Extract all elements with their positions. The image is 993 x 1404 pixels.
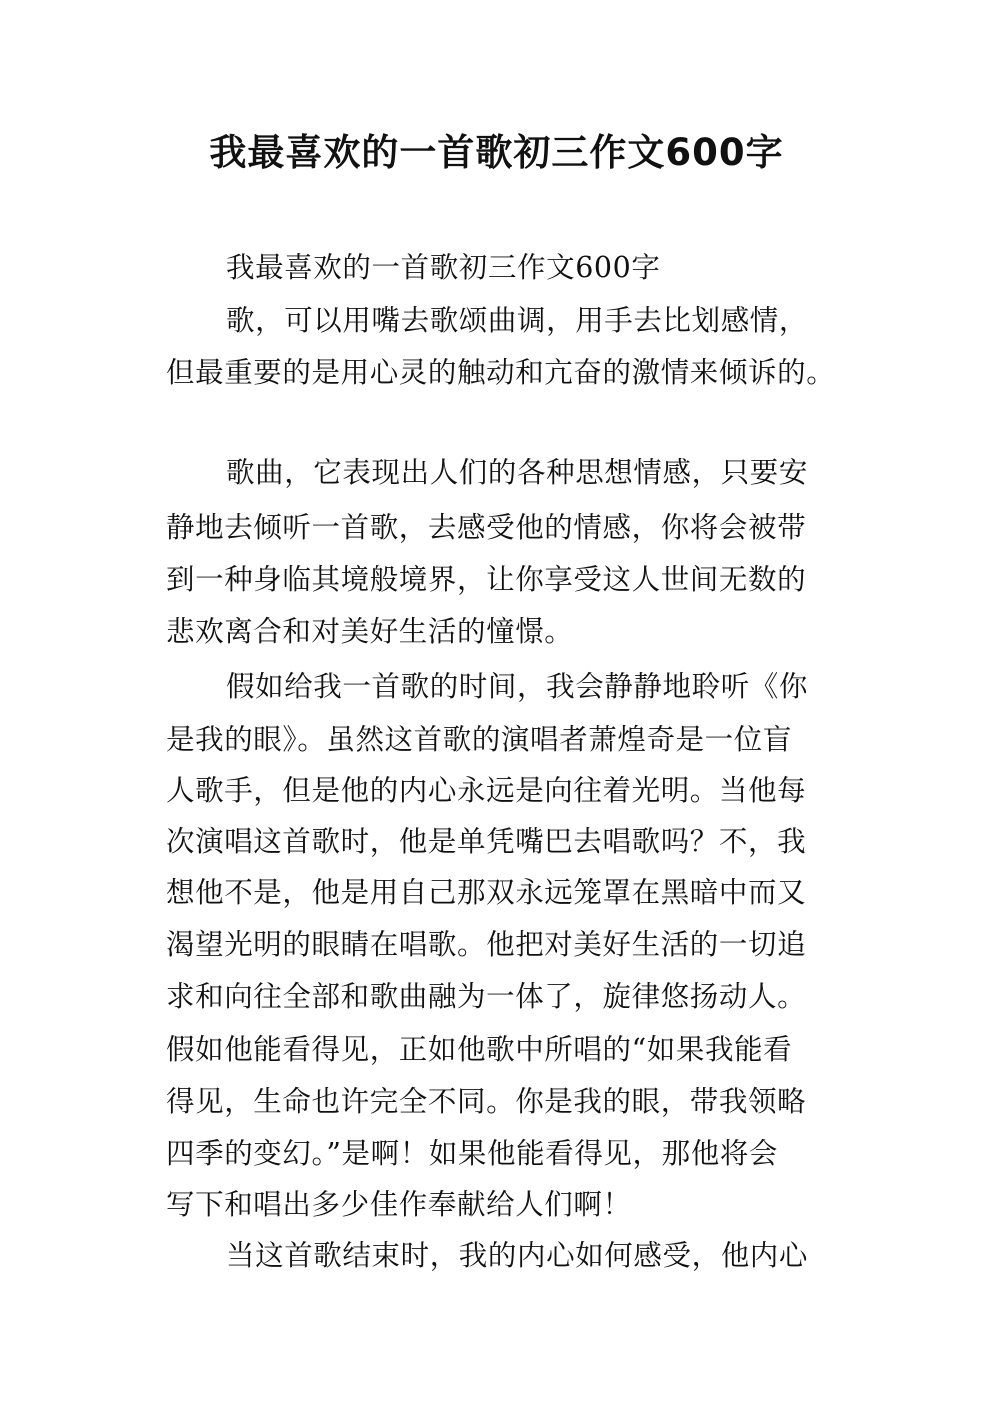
text-line: 次演唱这首歌时，他是单凭嘴巴去唱歌吗？不，我	[166, 825, 807, 858]
text-line: 渴望光明的眼睛在唱歌。他把对美好生活的一切追	[166, 928, 807, 961]
text-line: 假如给我一首歌的时间，我会静静地聆听《你	[226, 670, 809, 703]
document-title: 我最喜欢的一首歌初三作文600字	[209, 131, 784, 174]
text-line: 歌曲，它表现出人们的各种思想情感，只要安	[226, 456, 809, 489]
subtitle-line: 我最喜欢的一首歌初三作文600字	[226, 251, 661, 284]
text-line: 是我的眼》。虽然这首歌的演唱者萧煌奇是一位盲	[166, 723, 792, 756]
text-line: 到一种身临其境般境界，让你享受这人世间无数的	[166, 563, 807, 596]
text-line: 但最重要的是用心灵的触动和亢奋的激情来倾诉的。	[166, 356, 836, 389]
text-line: 求和向往全部和歌曲融为一体了，旋律悠扬动人。	[166, 980, 807, 1013]
text-line: 悲欢离合和对美好生活的憧憬。	[166, 615, 574, 648]
text-line: 歌，可以用嘴去歌颂曲调，用手去比划感情，	[226, 304, 809, 337]
text-line: 得见，生命也许完全不同。你是我的眼，带我领略	[166, 1085, 807, 1118]
text-line: 四季的变幻。”是啊！如果他能看得见，那他将会	[166, 1137, 779, 1170]
text-line: 写下和唱出多少佳作奉献给人们啊！	[166, 1188, 632, 1221]
text-line: 想他不是，他是用自己那双永远笼罩在黑暗中而又	[166, 876, 807, 909]
text-line: 人歌手，但是他的内心永远是向往着光明。当他每	[166, 774, 807, 807]
text-line: 假如他能看得见，正如他歌中所唱的“如果我能看	[166, 1033, 793, 1066]
text-line: 静地去倾听一首歌，去感受他的情感，你将会被带	[166, 511, 807, 544]
text-line: 当这首歌结束时，我的内心如何感受，他内心	[226, 1239, 809, 1272]
